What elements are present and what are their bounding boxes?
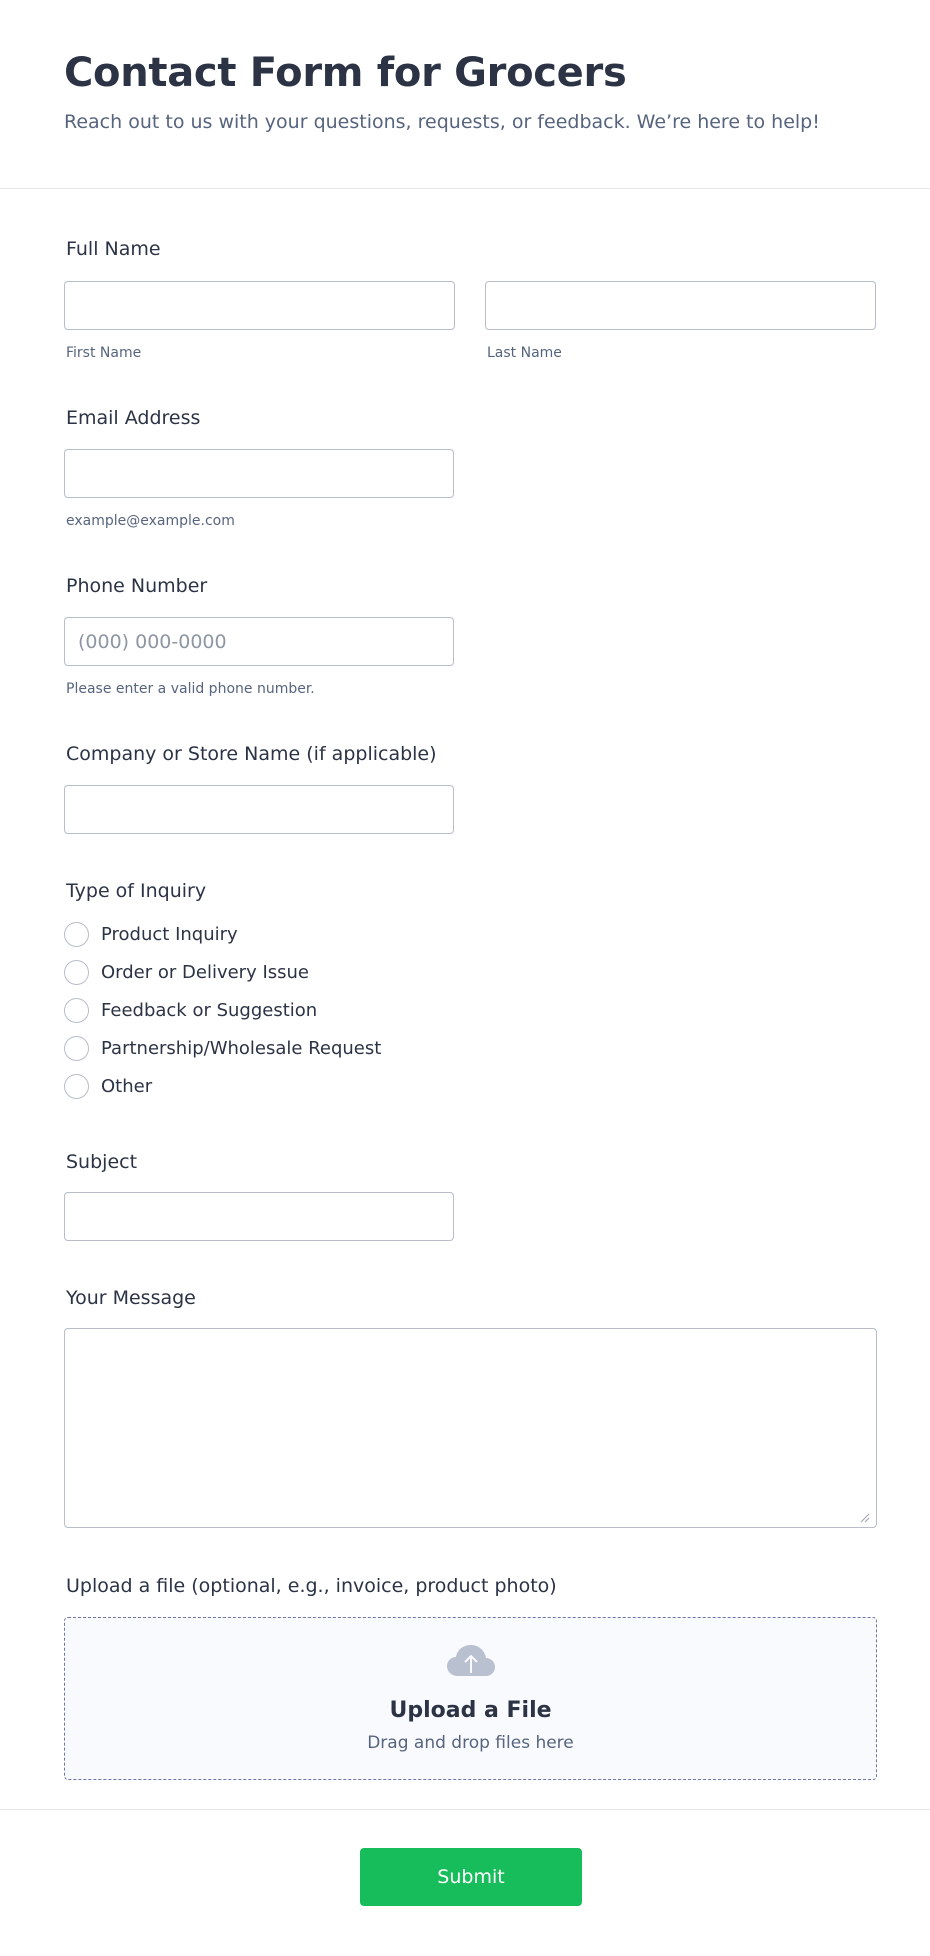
file-upload-dropzone[interactable] <box>64 1617 877 1780</box>
company-label: Company or Store Name (if applicable) <box>66 743 437 765</box>
form-header <box>0 0 930 189</box>
page-subtitle: Reach out to us with your questions, requests, or feedback. We’re here to help! <box>64 111 820 133</box>
subject-label: Subject <box>66 1151 138 1173</box>
inquiry-option-partnership[interactable] <box>64 1036 384 1062</box>
message-textarea[interactable] <box>64 1328 877 1528</box>
inquiry-option-feedback[interactable] <box>64 998 324 1024</box>
footer-divider <box>0 1809 930 1810</box>
email-label: Email Address <box>66 407 201 429</box>
last-name-sublabel: Last Name <box>487 345 562 361</box>
first-name-input[interactable] <box>64 281 455 330</box>
phone-input[interactable] <box>64 617 454 666</box>
radio-button[interactable] <box>64 960 89 985</box>
submit-button[interactable]: Submit <box>360 1848 582 1906</box>
radio-button[interactable] <box>64 998 89 1023</box>
full-name-label: Full Name <box>66 238 161 260</box>
upload-label: Upload a file (optional, e.g., invoice, product photo) <box>66 1575 557 1597</box>
inquiry-option-order[interactable] <box>64 960 324 986</box>
upload-hint: Drag and drop files here <box>367 1733 574 1753</box>
email-input[interactable] <box>64 449 454 498</box>
message-label: Your Message <box>66 1287 196 1309</box>
inquiry-option-product[interactable] <box>64 922 324 948</box>
inquiry-option-other[interactable] <box>64 1074 264 1100</box>
upload-title: Upload a File <box>389 1698 552 1723</box>
page-title: Contact Form for Grocers <box>64 50 627 96</box>
last-name-input[interactable] <box>485 281 876 330</box>
radio-label: Order or Delivery Issue <box>101 962 309 983</box>
first-name-sublabel: First Name <box>66 345 142 361</box>
radio-label: Product Inquiry <box>101 924 238 945</box>
radio-button[interactable] <box>64 1036 89 1061</box>
radio-label: Feedback or Suggestion <box>101 1000 318 1021</box>
radio-label: Partnership/Wholesale Request <box>101 1038 382 1059</box>
email-sublabel: example@example.com <box>66 513 235 529</box>
phone-sublabel: Please enter a valid phone number. <box>66 681 315 697</box>
radio-button[interactable] <box>64 1074 89 1099</box>
cloud-upload-icon <box>446 1644 496 1678</box>
resize-grip-icon[interactable] <box>858 1511 870 1523</box>
company-input[interactable] <box>64 785 454 834</box>
phone-label: Phone Number <box>66 575 208 597</box>
radio-button[interactable] <box>64 922 89 947</box>
inquiry-label: Type of Inquiry <box>66 880 207 902</box>
radio-label: Other <box>101 1076 153 1097</box>
subject-input[interactable] <box>64 1192 454 1241</box>
